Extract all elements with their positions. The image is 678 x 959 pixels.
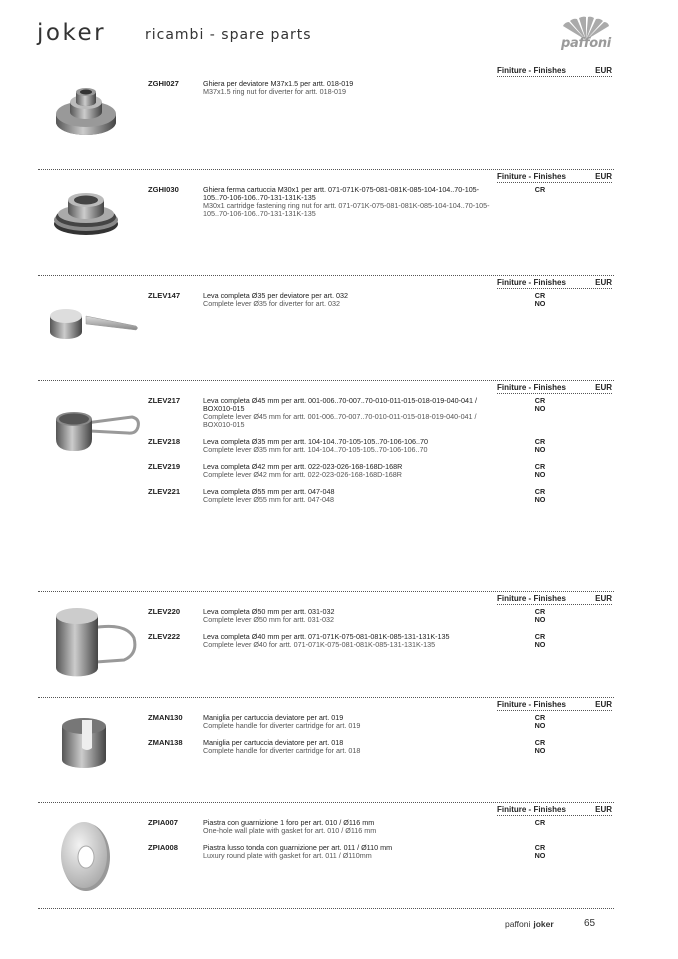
product-section [38,278,614,378]
finishes-header: Finiture - Finishes EUR [497,172,612,181]
finish-codes [532,608,548,623]
product-code: ZLEV219 [148,462,181,471]
finish-code: CR [534,185,546,194]
finish-code: CR [534,437,546,446]
finish-code: CR [534,713,546,722]
finish-code: NO [534,494,546,504]
finish-code: NO [534,444,546,454]
diverter-lever-image [46,296,141,344]
product-code: ZLEV220 [148,607,181,616]
product-code: ZLEV222 [148,632,181,641]
description-en: Complete lever Ø55 mm for artt. 047-048 [203,495,335,504]
finish-code: NO [534,469,546,479]
ring-nut-image [46,80,126,154]
finish-code: CR [534,607,546,616]
finish-code: CR [534,818,546,827]
description-it: Leva completa Ø50 mm per artt. 031-032 [203,607,335,616]
finish-codes [532,844,548,859]
description-it: Ghiera per deviatore M37x1.5 per artt. 018-019 [203,79,354,88]
description-en: Complete lever Ø45 mm for artt. 001-006..70-007..70-010-011-015-018-019-040-041 / BOX010-015 [203,412,477,429]
finish-codes [532,739,548,754]
paffoni-logo [555,16,617,54]
description-en: Complete lever Ø50 mm for artt. 031-032 [203,615,335,624]
cartridge-handle-image [46,714,126,774]
finish-code: NO [534,403,546,413]
page-header [0,0,678,60]
finishes-header: Finiture - Finishes EUR [497,383,612,392]
product-section [38,700,614,800]
description-it: Piastra lusso tonda con guarnizione per art. 011 / Ø110 mm [203,843,393,852]
finish-code: CR [534,843,546,852]
product-code: ZGHI027 [148,79,179,88]
product-code: ZPIA008 [148,843,178,852]
description-en: Complete lever Ø42 mm for artt. 022-023-026-168-168D-168R [203,470,402,479]
divider [38,802,614,803]
product-code: ZPIA007 [148,818,178,827]
product-code: ZLEV218 [148,437,181,446]
product-code: ZLEV147 [148,291,181,300]
description-en: Complete lever Ø35 mm for artt. 104-104..70-105-105..70-106-106..70 [203,445,428,454]
divider [38,591,614,592]
complete-lever-image [46,602,146,682]
description-en: Complete handle for diverter cartridge for art. 018 [203,746,361,755]
divider [38,169,614,170]
description-it: Maniglia per cartuccia deviatore per art. 018 [203,738,344,747]
finish-code: NO [534,850,546,860]
product-code: ZLEV221 [148,487,181,496]
description-en: Complete lever Ø40 for artt. 071-071K-075-081-081K-085-131-131K-135 [203,640,436,649]
footer-company: paffoni [505,919,531,929]
finish-codes [532,438,548,453]
divider [38,380,614,381]
finish-code: CR [534,632,546,641]
finish-code: CR [534,396,546,405]
finish-code: CR [534,291,546,300]
page-subtitle: ricambi - spare parts [145,27,312,43]
product-code: ZLEV217 [148,396,181,405]
wall-plate-image [46,815,126,895]
finish-code: CR [534,487,546,496]
description-it: Leva completa Ø45 mm per artt. 001-006..70-007..70-010-011-015-018-019-040-041 / BOX010-015 [203,396,477,413]
product-section [38,805,614,905]
finish-codes [532,714,548,729]
description-it: Maniglia per cartuccia deviatore per art. 019 [203,713,344,722]
description-it: Ghiera ferma cartuccia M30x1 per artt. 071-071K-075-081-081K-085-104-104..70-105-105..70-106-106..70-131-131K-135 [203,185,480,202]
cartridge-ring-nut-image [46,184,126,244]
finish-codes [532,463,548,478]
finishes-header: Finiture - Finishes EUR [497,805,612,814]
collection-title: joker [37,20,107,46]
description-en: Complete lever Ø35 for diverter for art. 032 [203,299,341,308]
description-en: Complete handle for diverter cartridge for art. 019 [203,721,361,730]
footer-series: joker [533,919,554,929]
finishes-header: Finiture - Finishes EUR [497,594,612,603]
description-it: Leva completa Ø55 mm per artt. 047-048 [203,487,335,496]
finish-code: NO [534,720,546,730]
finish-codes [532,488,548,503]
description-en: Luxury round plate with gasket for art. 011 / Ø110mm [203,851,372,860]
product-section [38,172,614,272]
logo-text: paffoni [561,36,611,51]
finish-code: CR [534,462,546,471]
finish-codes [532,397,548,412]
finishes-header: Finiture - Finishes EUR [497,278,612,287]
product-code: ZGHI030 [148,185,179,194]
description-it: Leva completa Ø42 mm per artt. 022-023-026-168-168D-168R [203,462,403,471]
divider [38,275,614,276]
finish-code: NO [534,639,546,649]
description-it: Leva completa Ø35 per deviatore per art. 032 [203,291,349,300]
description-it: Leva completa Ø35 mm per artt. 104-104..70-105-105..70-106-106..70 [203,437,428,446]
product-code: ZMAN130 [148,713,183,722]
footer-brand [505,919,554,929]
finishes-header: Finiture - Finishes EUR [497,66,612,75]
finish-code: CR [534,738,546,747]
product-code: ZMAN138 [148,738,183,747]
finish-codes [532,819,548,827]
finish-code: NO [534,298,546,308]
finish-codes [532,186,548,194]
finish-codes [532,292,548,307]
divider [38,697,614,698]
product-section [38,66,614,166]
finish-code: NO [534,745,546,755]
finish-code: NO [534,614,546,624]
description-en: M37x1.5 ring nut for diverter for artt. 018-019 [203,87,347,96]
product-section [38,383,614,588]
description-en: M30x1 cartridge fastening ring nut for artt. 071-071K-075-081-081K-085-104-104..70-105-105..70-106-106..70-131-131K-135 [203,201,490,218]
finishes-header: Finiture - Finishes EUR [497,700,612,709]
description-it: Piastra con guarnizione 1 foro per art. 010 / Ø116 mm [203,818,375,827]
page-number: 65 [584,918,596,929]
product-section [38,594,614,694]
finish-codes [532,633,548,648]
description-en: One-hole wall plate with gasket for art. 010 / Ø116 mm [203,826,377,835]
description-it: Leva completa Ø40 mm per artt. 071-071K-075-081-081K-085-131-131K-135 [203,632,450,641]
complete-lever-image [46,401,141,461]
footer-divider [38,908,614,909]
